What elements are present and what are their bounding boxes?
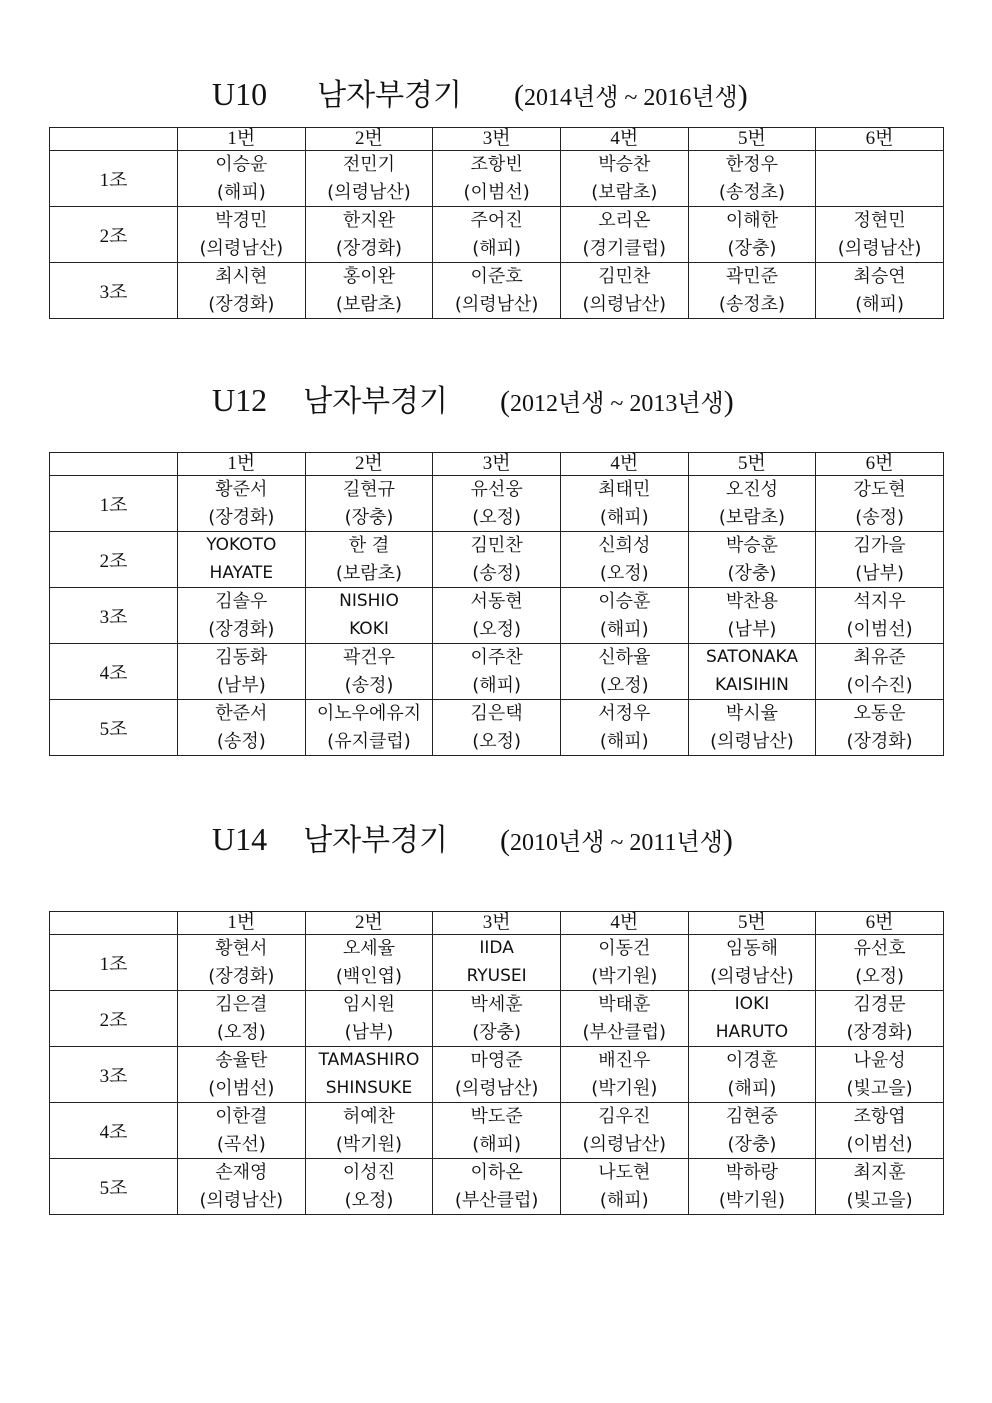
player-name: IOKI [734,994,770,1014]
player-cell [433,532,561,588]
player-cell [816,1103,944,1159]
player-name: 이준호 [470,266,523,287]
player-club: (해피) [855,294,905,315]
player-club: (이범선) [208,1078,275,1099]
player-name: 임시원 [342,994,396,1015]
player-cell [688,1103,816,1159]
player-cell [560,935,688,991]
player-name: 박세훈 [470,994,523,1015]
player-name: 정현민 [853,210,906,231]
player-name: 김동화 [215,647,268,668]
column-header: 5번 [688,453,816,476]
player-name: 송율탄 [215,1050,268,1071]
player-club: (빛고을) [846,1078,913,1099]
player-name: 최태민 [598,479,651,500]
column-header: 2번 [305,128,433,151]
player-club: (송정) [472,563,522,584]
section-name: 남자부경기 [303,823,449,858]
header-row [50,453,944,476]
group-row [50,532,944,588]
player-name: 박태훈 [598,994,651,1015]
group-label: 2조 [50,991,178,1047]
player-club: (송정초) [718,294,786,315]
player-cell [816,532,944,588]
player-cell [305,935,433,991]
column-header: 3번 [433,128,561,151]
player-cell [305,151,433,207]
player-name: 배진우 [598,1050,651,1071]
player-name: 김은결 [215,994,268,1015]
player-club: (의령남산) [710,731,794,752]
player-name: 길현규 [342,479,396,500]
player-cell [816,700,944,756]
player-name: 오진성 [725,479,779,500]
group-row [50,1047,944,1103]
player-club: KAISIHIN [715,675,789,695]
player-cell [560,644,688,700]
player-club: (해피) [216,182,266,203]
section-level: U14 [212,821,268,857]
group-label: 4조 [50,644,178,700]
player-club: (의령남산) [582,1134,667,1155]
section-title [212,815,733,858]
player-club: (장경화) [208,966,275,987]
player-name: 서동현 [470,591,523,612]
header-corner [50,128,178,151]
group-label: 3조 [50,1047,178,1103]
player-cell [560,1103,688,1159]
player-name: 신하율 [598,647,651,668]
player-club: HARUTO [715,1022,789,1042]
player-name: YOKOTO [206,535,277,555]
player-cell [305,991,433,1047]
player-cell [688,207,816,263]
section-title [212,70,748,113]
player-club: (오정) [472,619,522,640]
section-level: U10 [212,76,268,112]
player-name: 조항빈 [470,154,523,175]
player-club: (보람초) [591,182,658,203]
player-club: (해피) [472,238,522,259]
player-club: (백인엽) [335,966,403,987]
player-club: (빛고을) [846,1190,913,1211]
player-cell [560,151,688,207]
player-club: (송정초) [718,182,786,203]
player-club: (해피) [472,1134,522,1155]
group-label: 1조 [50,935,178,991]
player-cell [433,991,561,1047]
player-club: (장경화) [208,619,275,640]
section-name: 남자부경기 [317,78,463,113]
player-cell [560,700,688,756]
player-cell [178,1047,306,1103]
group-row [50,151,944,207]
player-club: (의령남산) [837,238,922,259]
player-cell [433,476,561,532]
player-cell [688,151,816,207]
player-club: (이범선) [846,1134,913,1155]
column-header: 1번 [178,128,306,151]
column-header: 6번 [816,128,944,151]
player-club: (의령남산) [327,182,411,203]
player-club: (장충) [727,563,777,584]
group-row [50,991,944,1047]
player-name: 이주찬 [470,647,523,668]
bracket-table [49,452,944,756]
player-club: (장경화) [208,294,275,315]
group-row [50,935,944,991]
player-name: 김현중 [725,1106,779,1127]
player-club: HAYATE [209,563,274,583]
player-name: 주어진 [470,210,523,231]
column-header: 3번 [433,912,561,935]
player-name: 강도현 [853,479,906,500]
group-label: 2조 [50,532,178,588]
player-club: (이범선) [846,619,913,640]
player-cell [433,1103,561,1159]
section-years: (2010년생 ~ 2011년생) [500,824,733,857]
player-cell [433,1159,561,1215]
player-club: KOKI [349,619,389,639]
player-cell [433,935,561,991]
player-club: (장경화) [335,238,403,259]
player-club: (해피) [599,507,649,528]
player-cell [178,588,306,644]
player-club: (송정) [216,731,266,752]
player-name: 이한결 [215,1106,268,1127]
group-row [50,476,944,532]
player-cell [305,1103,433,1159]
player-club: (오정) [599,675,649,696]
player-cell [816,151,944,207]
player-cell [560,1047,688,1103]
group-label: 1조 [50,476,178,532]
bracket-table [49,127,944,319]
player-name [816,151,943,178]
player-name: 오세율 [342,938,396,959]
player-name: 석지우 [853,591,906,612]
player-name: 한 결 [348,535,390,556]
player-club: (의령남산) [454,294,539,315]
player-cell [305,207,433,263]
bracket-table [49,911,944,1215]
player-cell [178,532,306,588]
player-club: (오정) [216,1022,266,1043]
player-club: (장경화) [846,1022,913,1043]
player-cell [433,207,561,263]
player-cell [688,644,816,700]
player-club: (오정) [472,507,522,528]
header-row [50,128,944,151]
section-title [212,376,734,419]
player-cell [560,263,688,319]
player-name: 마영준 [470,1050,523,1071]
player-club: (부산클럽) [582,1022,667,1043]
player-name: 박시율 [725,703,779,724]
player-name: IIDA [479,938,514,958]
group-label: 3조 [50,588,178,644]
player-cell [178,644,306,700]
player-cell [816,207,944,263]
group-label: 2조 [50,207,178,263]
player-cell [688,1047,816,1103]
player-name: 황현서 [215,938,268,959]
player-cell [305,476,433,532]
player-cell [688,1159,816,1215]
player-club: (박기원) [335,1134,403,1155]
player-name: 유선웅 [470,479,523,500]
player-club: (의령남산) [199,1190,284,1211]
player-name: 이하온 [470,1162,523,1183]
player-name: 곽건우 [342,647,396,668]
group-label: 5조 [50,700,178,756]
player-name: 신희성 [598,535,651,556]
player-name: 박도준 [470,1106,523,1127]
player-name: 이경훈 [725,1050,779,1071]
column-header: 3번 [433,453,561,476]
player-club: (남부) [216,675,266,696]
player-cell [688,476,816,532]
section-years: (2014년생 ~ 2016년생) [514,79,748,112]
player-club: (송정) [855,507,905,528]
player-name: 박경민 [215,210,268,231]
player-name: 김솔우 [215,591,268,612]
player-name: 김민찬 [598,266,651,287]
player-name: 김경문 [853,994,906,1015]
player-name: 황준서 [215,479,268,500]
player-cell [560,588,688,644]
group-label: 3조 [50,263,178,319]
player-club: (의령남산) [710,966,794,987]
column-header: 4번 [560,128,688,151]
player-club: (이범선) [463,182,530,203]
player-club: (경기클럽) [582,238,667,259]
group-row [50,644,944,700]
player-cell [816,644,944,700]
player-club: (해피) [472,675,522,696]
player-cell [305,263,433,319]
player-cell [178,207,306,263]
player-cell [433,588,561,644]
column-header: 4번 [560,912,688,935]
player-name: 최유준 [853,647,906,668]
player-name: SATONAKA [705,647,798,667]
player-club: (의령남산) [454,1078,539,1099]
header-corner [50,453,178,476]
player-club: RYUSEI [466,966,527,986]
player-name: 이승훈 [598,591,651,612]
player-club: (장충) [727,1134,777,1155]
player-club: (보람초) [718,507,786,528]
player-cell [178,476,306,532]
player-cell [305,1047,433,1103]
group-row [50,588,944,644]
player-name: 박하랑 [725,1162,779,1183]
player-cell [433,263,561,319]
player-cell [560,1159,688,1215]
player-cell [688,532,816,588]
player-name: 나도현 [598,1162,651,1183]
group-row [50,263,944,319]
column-header: 4번 [560,453,688,476]
header-corner [50,912,178,935]
player-cell [433,1047,561,1103]
group-row [50,700,944,756]
group-label: 4조 [50,1103,178,1159]
player-name: 오동운 [853,703,906,724]
player-cell [816,476,944,532]
player-club: SHINSUKE [325,1078,413,1098]
player-cell [816,935,944,991]
column-header: 2번 [305,912,433,935]
player-club: (장충) [344,507,394,528]
player-club: (유지클럽) [327,731,411,752]
player-name: 한지완 [342,210,396,231]
player-club [816,179,943,206]
player-name: 김가을 [853,535,906,556]
player-name: 나윤성 [853,1050,906,1071]
player-name: 박승훈 [725,535,779,556]
group-row [50,1103,944,1159]
player-cell [178,1159,306,1215]
player-cell [816,991,944,1047]
player-cell [178,263,306,319]
player-cell [305,644,433,700]
player-club: (의령남산) [582,294,667,315]
player-cell [816,1047,944,1103]
section-years: (2012년생 ~ 2013년생) [500,385,734,418]
player-club: (보람초) [335,294,403,315]
player-name: 허예찬 [342,1106,396,1127]
player-name: 이노우에유지 [316,703,422,724]
player-cell [433,700,561,756]
column-header: 5번 [688,128,816,151]
player-club: (곡선) [216,1134,266,1155]
group-label: 1조 [50,151,178,207]
player-cell [178,700,306,756]
player-club: (해피) [599,619,649,640]
player-cell [560,532,688,588]
player-name: 한준서 [215,703,268,724]
player-cell [305,532,433,588]
player-cell [688,588,816,644]
player-name: 전민기 [342,154,396,175]
player-cell [305,588,433,644]
player-name: 이승윤 [215,154,268,175]
player-club: (남부) [727,619,777,640]
player-name: 김민찬 [470,535,523,556]
player-name: 김우진 [598,1106,651,1127]
player-club: (남부) [855,563,905,584]
player-name: 이동건 [598,938,651,959]
player-cell [688,263,816,319]
column-header: 1번 [178,912,306,935]
player-cell [688,700,816,756]
player-name: 홍이완 [342,266,396,287]
player-club: (오정) [344,1190,394,1211]
player-cell [688,991,816,1047]
player-cell [816,263,944,319]
section-level: U12 [212,382,268,418]
player-club: (장경화) [208,507,275,528]
player-name: 손재영 [215,1162,268,1183]
player-name: 곽민준 [725,266,779,287]
group-row [50,207,944,263]
player-cell [178,151,306,207]
column-header: 5번 [688,912,816,935]
player-name: 박승찬 [598,154,651,175]
player-club: (장충) [472,1022,522,1043]
player-name: 최승연 [853,266,906,287]
player-name: 조항엽 [853,1106,906,1127]
player-name: 김은택 [470,703,523,724]
player-club: (송정) [344,675,394,696]
player-club: (오정) [855,966,905,987]
player-club: (보람초) [335,563,403,584]
player-cell [433,644,561,700]
player-club: (이수진) [846,675,913,696]
player-club: (부산클럽) [454,1190,539,1211]
group-label: 5조 [50,1159,178,1215]
player-name: 이해한 [725,210,779,231]
player-club: (해피) [599,731,649,752]
player-name: 박찬용 [725,591,779,612]
player-name: TAMASHIRO [318,1050,420,1070]
section-name: 남자부경기 [303,384,449,419]
column-header: 2번 [305,453,433,476]
player-cell [816,1159,944,1215]
column-header: 6번 [816,912,944,935]
player-name: 유선호 [853,938,906,959]
player-cell [178,935,306,991]
player-name: 최지훈 [853,1162,906,1183]
header-row [50,912,944,935]
player-club: (남부) [344,1022,394,1043]
player-club: (박기원) [718,1190,786,1211]
column-header: 6번 [816,453,944,476]
player-cell [433,151,561,207]
column-header: 1번 [178,453,306,476]
player-club: (오정) [472,731,522,752]
player-name: 임동해 [725,938,779,959]
player-cell [178,991,306,1047]
player-name: 최시현 [215,266,268,287]
player-name: 서정우 [598,703,651,724]
player-name: 한정우 [725,154,779,175]
player-name: 오리온 [598,210,651,231]
player-cell [560,476,688,532]
player-club: (박기원) [591,966,658,987]
player-cell [560,991,688,1047]
player-club: (장경화) [846,731,913,752]
player-club: (오정) [599,563,649,584]
group-row [50,1159,944,1215]
player-cell [560,207,688,263]
player-cell [688,935,816,991]
player-club: (해피) [599,1190,649,1211]
player-club: (박기원) [591,1078,658,1099]
player-cell [178,1103,306,1159]
player-name: 이성진 [342,1162,396,1183]
player-name: NISHIO [339,591,399,611]
player-cell [305,700,433,756]
player-club: (의령남산) [199,238,284,259]
player-cell [305,1159,433,1215]
player-club: (해피) [727,1078,777,1099]
player-cell [816,588,944,644]
player-club: (장충) [727,238,777,259]
